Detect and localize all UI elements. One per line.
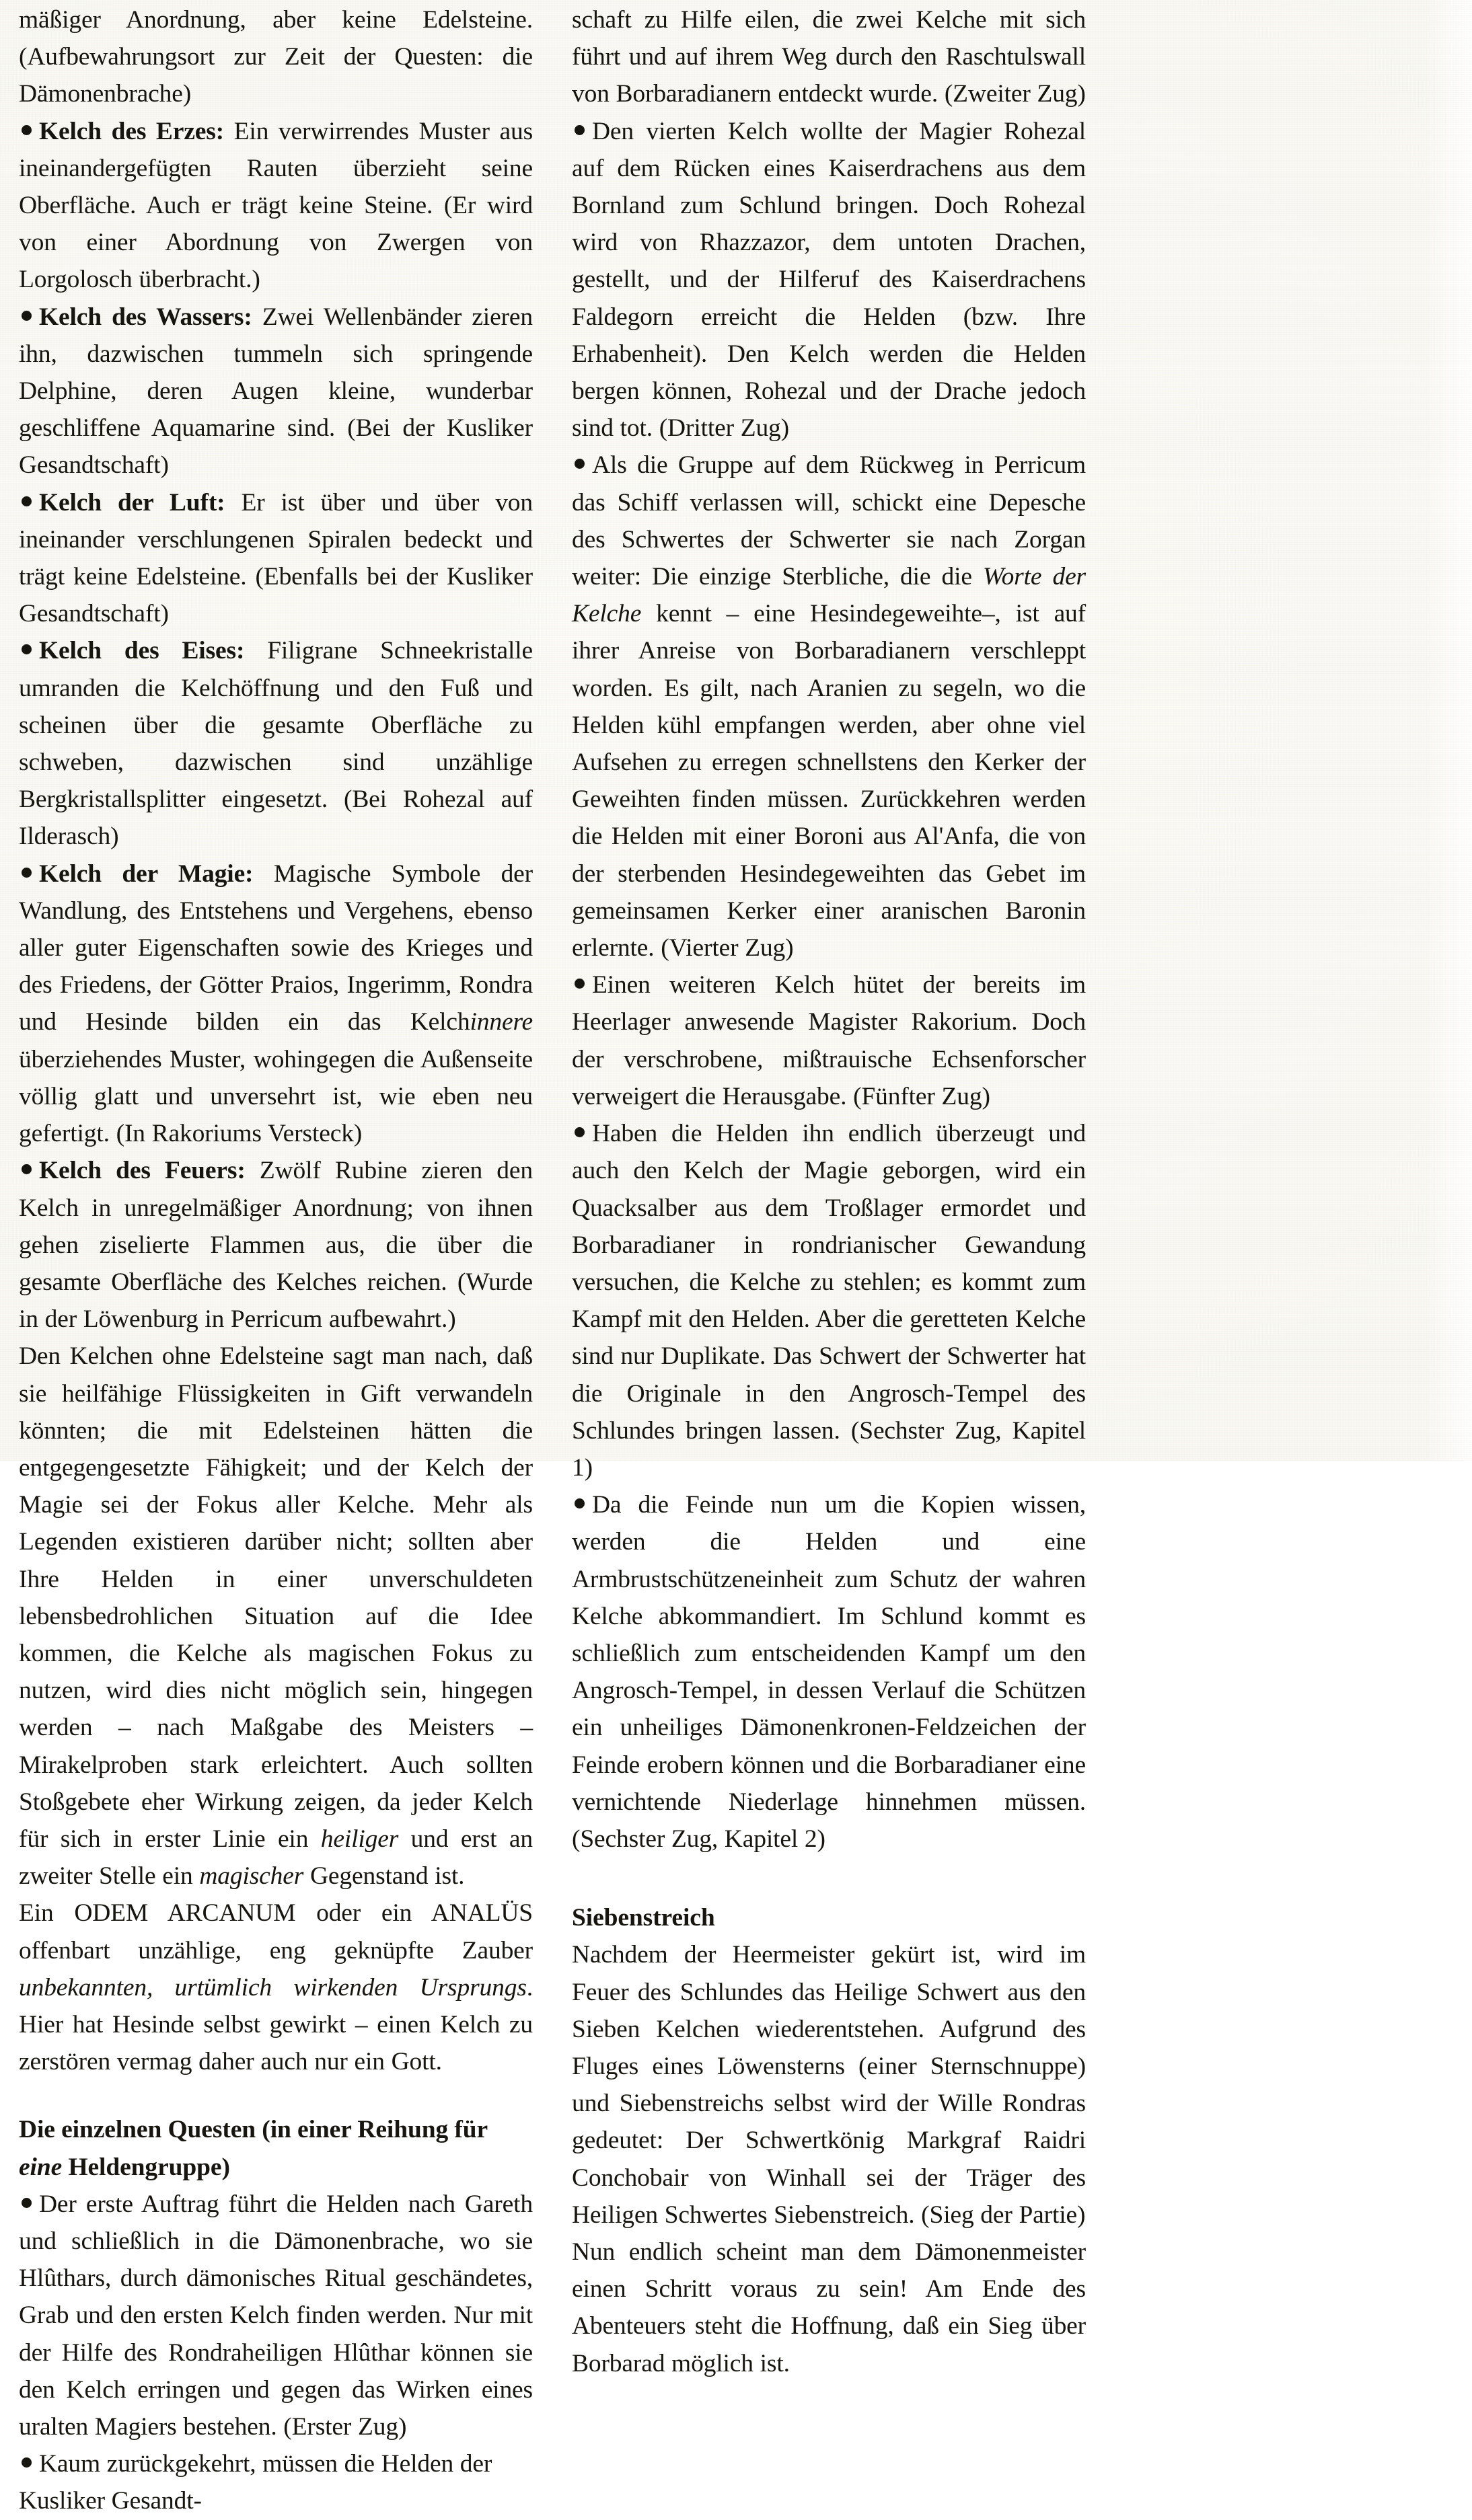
paragraph-fuenfter-zug [572,966,1086,1115]
paragraph-zweiter-zug-start [19,2445,533,2519]
bullet-point-icon [575,979,585,989]
bullet-point-icon [575,1127,585,1137]
paragraph-sechster-zug-kapitel-1 [572,1115,1086,1486]
odem-part1: Ein ODEM ARCANUM oder ein ANALÜS offenbart unzählige, eng geknüpfte Zauber [19,1899,533,1964]
paragraph-erster-zug [19,2186,533,2445]
body-fuenfter-zug: Einen weiteren Kelch hütet der bereits im Heerlager anwesende Magister Rakorium. Doch der verschrobene, mißtrauische Echsenforscher verweigert die Herausgabe. (Fünfter Zug) [572,971,1086,1110]
lead-in-kelch-des-feuers: Kelch des Feuers: [39,1157,246,1185]
body-kelch-des-wassers: Zwei Wellenbänder zieren ihn, dazwischen tummeln sich springende Delphine, deren Augen kleine, wunderbar geschliffene Aquamarine sind. (Bei der Kusliker Gesandtschaft) [19,303,533,480]
body-kelch-des-erzes: Ein verwirrendes Muster aus ineinandergefügten Rauten überzieht seine Oberfläche. Auch er trägt keine Steine. (Er wird von einer Abordnung von Zwergen von Lorgolosch überbracht.) [19,117,533,294]
paragraph-sechster-zug-kapitel-2 [572,1486,1086,1858]
heading-emphasis-eine: eine [19,2153,63,2181]
bullet-point-icon [22,2198,32,2208]
body-kelch-der-luft: Er ist über und über von ineinander verschlungenen Spiralen bedeckt und trägt keine Edelsteine. (Ebenfalls bei der Kusliker Gesandtschaft) [19,488,533,628]
lead-in-kelch-des-wassers: Kelch des Wassers: [39,303,252,331]
emphasis-worte-der-kelche: Worte der Kelche [572,563,1087,628]
body-zweiter-zug-start: Kaum zurückgekehrt, müssen die Helden der Kusliker Gesandt- [19,2450,492,2515]
lead-in-kelch-des-erzes: Kelch des Erzes: [39,117,225,145]
vierter-zug-part1: Als die Gruppe auf dem Rückweg in Perricum das Schiff verlassen will, schickt eine Depesche des Schwertes der Schwerter sie nach Zorgan weiter: Die einzige Sterbliche, die die [572,451,1086,591]
odem-part2: . Hier hat Hesinde selbst gewirkt – einen Kelch zu zerstören vermag daher auch nur ein Gott. [19,1973,533,2076]
emphasis-unbekannten-ursprungs: unbekannten, urtümlich wirkenden Ursprungs [19,1973,527,2001]
heading-part1: Die einzelnen Questen (in einer Reihung für [19,2116,488,2144]
bullet-point-icon [575,459,585,469]
section-spacer [19,2080,533,2111]
section-heading-die-einzelnen-questen [19,2111,533,2185]
emphasis-heiliger: heiliger [320,1825,399,1853]
body-sechster-zug-kapitel-1: Haben die Helden ihn endlich überzeugt und auch den Kelch der Magie geborgen, wird ein Quacksalber aus dem Troßlager ermordet und Borbaradianer in rondrianischer Gewandung versuchen, die Kelche zu stehlen; es kommt zum Kampf mit den Helden. Aber die geretteten Kelche sind nur Duplikate. Das Schwert der Schwerter hat die Originale in den Angrosch-Tempel des Schlundes bringen lassen. (Sechster Zug, Kapitel 1) [572,1120,1086,1482]
legenden-part3: Gegenstand ist. [303,1862,465,1891]
emphasis-innere: innere [470,1008,533,1036]
emphasis-magischer: magischer [199,1862,304,1891]
lead-in-kelch-der-magie: Kelch der Magie: [39,860,254,888]
body-kelch-des-feuers: Zwölf Rubine zieren den Kelch in unregelmäßiger Anordnung; von ihnen gehen ziselierte Flammen aus, die über die gesamte Oberfläche des Kelches reichen. (Wurde in der Löwenburg in Perricum aufbewahrt.) [19,1157,533,1334]
lead-in-kelch-der-luft: Kelch der Luft: [39,488,225,517]
paragraph-kelch-der-luft [19,484,533,633]
bullet-point-icon [22,2457,32,2468]
paragraph-dritter-zug [572,113,1086,447]
paragraph-legenden [19,1338,533,1895]
paragraph-intro-continued: mäßiger Anordnung, aber keine Edelsteine. (Aufbewahrungsort zur Zeit der Questen: die Dämonenbrache) [19,6,533,108]
paragraph-schluss: Nun endlich scheint man dem Dämonenmeister einen Schritt voraus zu sein! Am Ende des Abenteuers steht die Hoffnung, daß ein Sieg über Borbarad möglich ist. [572,2238,1086,2377]
body-dritter-zug: Den vierten Kelch wollte der Magier Rohezal auf dem Rücken eines Kaiserdrachens aus dem Bornland zum Schlund bringen. Doch Rohezal wird von Rhazzazor, dem untoten Drachen, gestellt, und der Hilferuf des Kaiserdrachens Faldegorn erreicht die Helden (bzw. Ihre Erhabenheit). Den Kelch werden die Helden bergen können, Rohezal und der Drache jedoch sind tot. (Dritter Zug) [572,117,1086,443]
paragraph-kelch-des-eises [19,632,533,855]
lead-in-kelch-des-eises: Kelch des Eises: [39,637,245,665]
paragraph-kelch-des-erzes [19,113,533,299]
paragraph-kelch-des-wassers [19,299,533,484]
vierter-zug-part2: kennt – eine Hesindegeweihte–, ist auf ihrer Anreise von Borbaradianern verschleppt worden. Es gilt, nach Aranien zu segeln, wo die Helden kühl empfangen werden, aber ohne viel Aufsehen zu erregen schnellstens den Kerker der Geweihten finden müssen. Zurückkehren werden die Helden mit einer Boroni aus Al'Anfa, die von der sterbenden Hesindegeweihten das Gebet im gemeinsamen Kerker einer aranischen Baronin erlernte. (Vierter Zug) [572,600,1086,962]
left-text-column [19,1,533,2515]
paragraph-siebenstreich: Nachdem der Heermeister gekürt ist, wird im Feuer des Schlundes das Heilige Schwert aus den Sieben Kelchen wiederentstehen. Aufgrund des Fluges eines Löwensterns (einer Sternschnuppe) und Siebenstreichs selbst wird der Wille Rondras gedeutet: Der Schwertkönig Markgraf Raidri Conchobair von Winhall sei der Träger des Heiligen Schwertes Siebenstreich. (Sieg der Partie) [572,1941,1086,2229]
bullet-point-icon [575,1498,585,1509]
paragraph-vierter-zug [572,447,1086,966]
bullet-point-icon [22,311,32,321]
body-kelch-der-magie-part2: überziehendes Muster, wohingegen die Außenseite völlig glatt und unversehrt ist, wie eben neu gefertigt. (In Rakoriums Versteck) [19,1045,533,1148]
body-kelch-des-eises: Filigrane Schneekristalle umranden die Kelchöffnung und den Fuß und scheinen über die gesamte Oberfläche zu schweben, dazwischen sind unzählige Bergkristallsplitter eingesetzt. (Bei Rohezal auf Ilderasch) [19,637,533,851]
legenden-part2: und erst an zweiter Stelle ein [19,1825,533,1891]
section-heading-siebenstreich: Siebenstreich [572,1904,715,1932]
section-spacer [572,1858,1086,1899]
bullet-point-icon [22,644,32,654]
body-kelch-der-magie-part1: Magische Symbole der Wandlung, des Entstehens und Vergehens, ebenso aller guter Eigenschaften sowie des Krieges und des Friedens, der Götter Praios, Ingerimm, Rondra und Hesinde bilden ein das Kelch [19,860,533,1036]
bullet-point-icon [575,125,585,135]
paragraph-kelch-des-feuers [19,1152,533,1338]
bullet-point-icon [22,868,32,878]
bullet-point-icon [22,496,32,506]
body-sechster-zug-kapitel-2: Da die Feinde nun um die Kopien wissen, werden die Helden und eine Armbrustschützeneinheit zum Schutz der wahren Kelche abkommandiert. Im Schlund kommt es schließlich zum entscheidenden Kampf um den Angrosch-Tempel, in dessen Verlauf die Schützen ein unheiliges Dämonenkronen-Feldzeichen der Feinde erobern können und die Borbaradianer eine vernichtende Niederlage hinnehmen müssen. (Sechster Zug, Kapitel 2) [572,1491,1086,1853]
body-erster-zug: Der erste Auftrag führt die Helden nach Gareth und schließlich in die Dämonenbrache, wo sie Hlûthars, durch dämonisches Ritual geschändetes, Grab und den ersten Kelch finden werden. Nur mit der Hilfe des Rondraheiligen Hlûthar können sie den Kelch erringen und gegen das Wirken eines uralten Magiers bestehen. (Erster Zug) [19,2190,533,2441]
paragraph-zweiter-zug-continued: schaft zu Hilfe eilen, die zwei Kelche mit sich führt und auf ihrem Weg durch den Raschtulswall von Borbaradianern entdeckt wurde. (Zweiter Zug) [572,6,1086,108]
legenden-part1: Den Kelchen ohne Edelsteine sagt man nach, daß sie heilfähige Flüssigkeiten in Gift verwandeln könnten; die mit Edelsteinen hätten die entgegengesetzte Fähigkeit; und der Kelch der Magie sei der Fokus aller Kelche. Mehr als Legenden existieren darüber nicht; sollten aber Ihre Helden in einer unverschuldeten lebensbedrohlichen Situation auf die Idee kommen, die Kelche als magischen Fokus zu nutzen, wird dies nicht möglich sein, hingegen werden – nach Maßgabe des Meisters – Mirakelproben stark erleichtert. Auch sollten Stoßgebete eher Wirkung zeigen, da jeder Kelch für sich in erster Linie ein [19,1342,533,1853]
heading-part2: Heldengruppe) [62,2153,230,2181]
paragraph-kelch-der-magie [19,855,533,1153]
bullet-point-icon [22,125,32,135]
right-text-column [572,1,1087,2377]
bullet-point-icon [22,1164,32,1174]
paragraph-odem-arcanum [19,1895,533,2080]
